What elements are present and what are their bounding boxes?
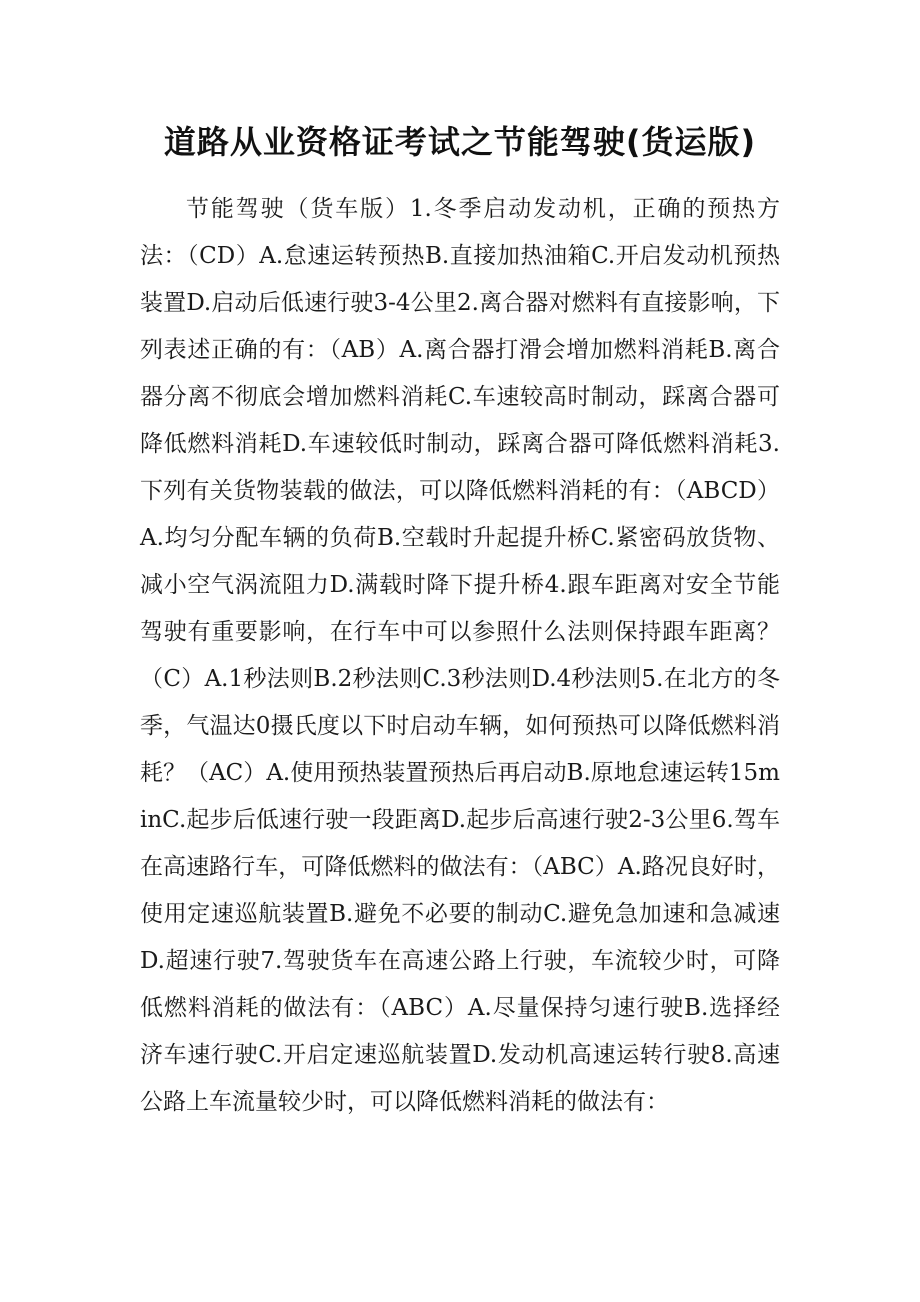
- document-title: 道路从业资格证考试之节能驾驶(货运版): [163, 123, 757, 161]
- document-body-paragraph: 节能驾驶（货车版）1.冬季启动发动机，正确的预热方法：（CD）A.怠速运转预热B.直接加热油箱C.开启发动机预热装置D.启动后低速行驶3-4公里2.离合器对燃料有直接影响，下列表述正确的有：（AB）A.离合器打滑会增加燃料消耗B.离合器分离不彻底会增加燃料消耗C.车速较高时制动，踩离合器可降低燃料消耗D.车速较低时制动，踩离合器可降低燃料消耗3.下列有关货物装载的做法，可以降低燃料消耗的有：（ABCD）A.均匀分配车辆的负荷B.空载时升起提升桥C.紧密码放货物、减小空气涡流阻力D.满载时降下提升桥4.跟车距离对安全节能驾驶有重要影响，在行车中可以参照什么法则保持跟车距离？（C）A.1秒法则B.2秒法则C.3秒法则D.4秒法则5.在北方的冬季，气温达0摄氏度以下时启动车辆，如何预热可以降低燃料消耗？（AC）A.使用预热装置预热后再启动B.原地怠速运转15minC.起步后低速行驶一段距离D.起步后高速行驶2-3公里6.驾车在高速路行车，可降低燃料的做法有：（ABC）A.路况良好时，使用定速巡航装置B.避免不必要的制动C.避免急加速和急减速D.超速行驶7.驾驶货车在高速公路上行驶，车流较少时，可降低燃料消耗的做法有：（ABC）A.尽量保持匀速行驶B.选择经济车速行驶C.开启定速巡航装置D.发动机高速运转行驶8.高速公路上车流量较少时，可以降低燃料消耗的做法有：: [140, 196, 780, 1115]
